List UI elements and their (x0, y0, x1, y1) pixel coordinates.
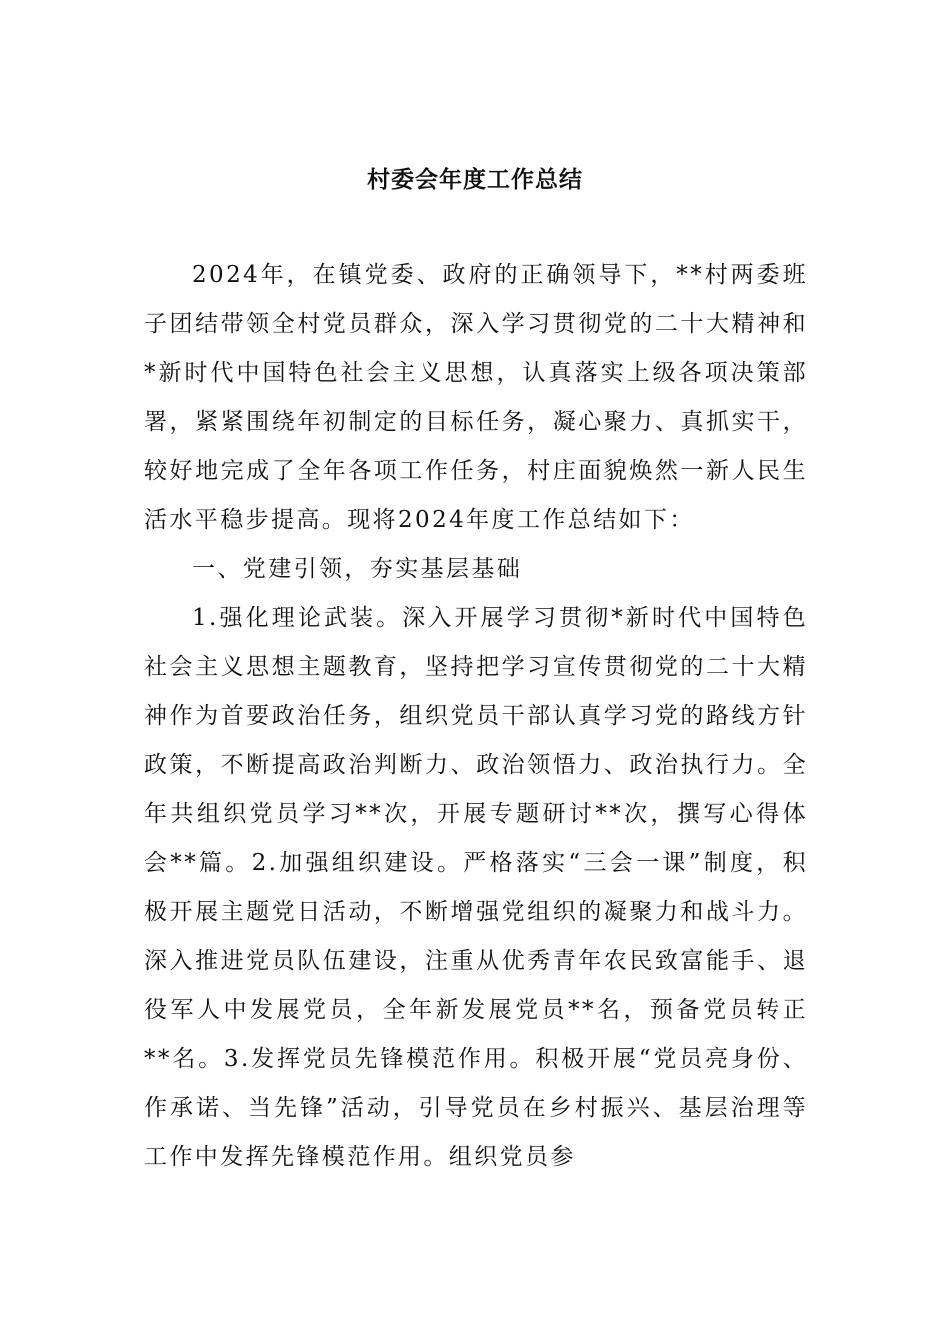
section-paragraph: 1.强化理论武装。深入开展学习贯彻*新时代中国特色社会主义思想主题教育，坚持把学习宣传贯彻党的二十大精神作为首要政治任务，组织党员干部认真学习党的路线方针政策，不断提高政治判断力、政治领悟力、政治执行力。全年共组织党员学习**次，开展专题研讨**次，撰写心得体会**篇。2.加强组织建设。严格落实“三会一课”制度，积极开展主题党日活动，不断增强党组织的凝聚力和战斗力。深入推进党员队伍建设，注重从优秀青年农民致富能手、退役军人中发展党员，全年新发展党员**名，预备党员转正**名。3.发挥党员先锋模范作用。积极开展“党员亮身份、作承诺、当先锋”活动，引导党员在乡村振兴、基层治理等工作中发挥先锋模范作用。组织党员参 (144, 605, 808, 1170)
section-heading: 一、党建引领，夯实基层基础 (192, 556, 523, 582)
document-title: 村委会年度工作总结 (367, 166, 583, 193)
document-body (144, 251, 808, 1182)
intro-paragraph: 2024年，在镇党委、政府的正确领导下，**村两委班子团结带领全村党员群众，深入学习贯彻党的二十大精神和*新时代中国特色社会主义思想，认真落实上级各项决策部署，紧紧围绕年初制定的目标任务，凝心聚力、真抓实干，较好地完成了全年各项工作任务，村庄面貌焕然一新人民生活水平稳步提高。现将2024年度工作总结如下： (144, 262, 808, 533)
